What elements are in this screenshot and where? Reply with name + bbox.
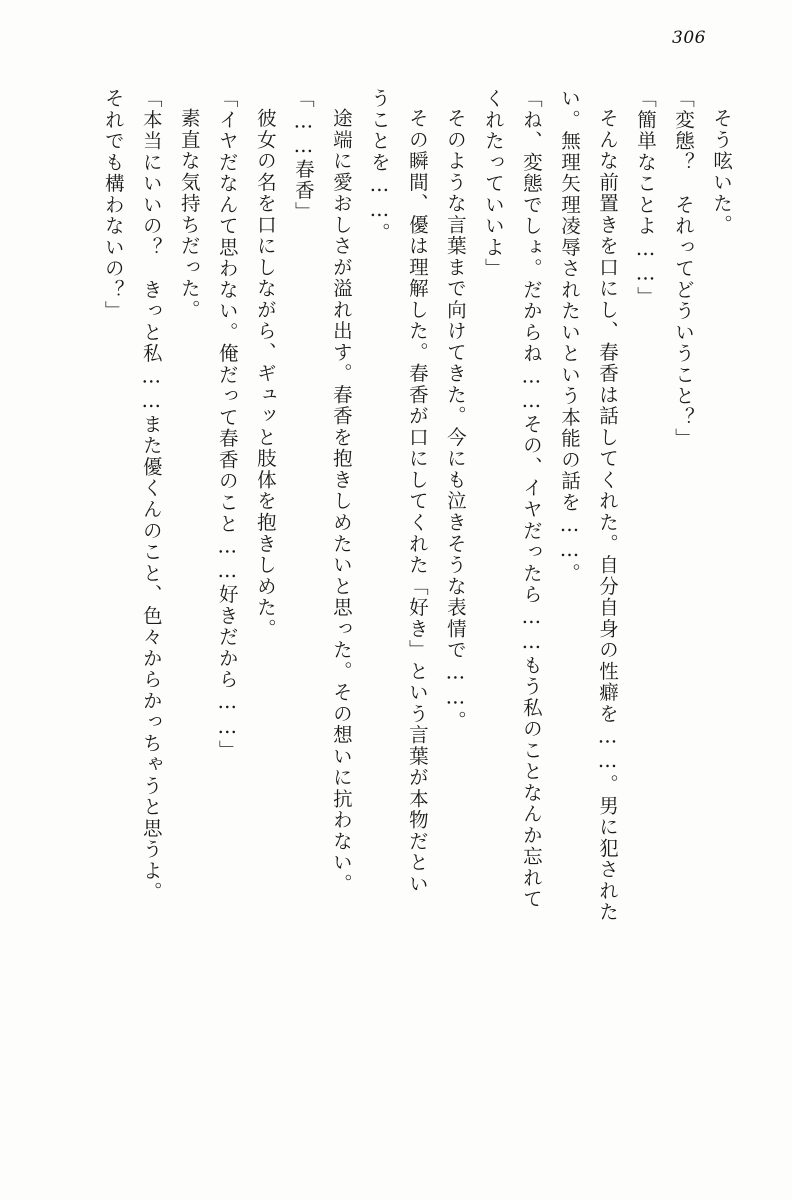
paragraph: 「変態？ それってどういうこと？」 [671, 88, 695, 450]
paragraph: そう呟いた。 [710, 107, 733, 236]
paragraph: くれたっていいよ」 [481, 88, 505, 280]
paragraph: そのような言葉まで向けてきた。今にも泣きそうな表情で……。 [443, 107, 467, 731]
paragraph: 「イヤだなんて思わない。俺だって春香のこと……好きだから……」 [215, 88, 239, 761]
paragraph: 「ね、変態でしょ。だからね……その、イヤだったら……もう私のことなんか忘れて [519, 88, 543, 910]
paragraph: そんな前置きを口にし、春香は話してくれた。自分自身の性癖を……。男に犯された [595, 107, 619, 923]
paragraph: 「……春香」 [291, 88, 315, 223]
paragraph: うことを……。 [367, 88, 391, 244]
paragraph: 「簡単なことよ……」 [633, 88, 657, 308]
paragraph: 「本当にいいの？ きっと私……また優くんのこと、色々からかっちゃうと思うよ。 [139, 88, 163, 903]
paragraph: 彼女の名を口にしながら、ギュッと肢体を抱きしめた。 [253, 107, 277, 639]
paragraph: その瞬間、優は理解した。春香が口にしてくれた「好き」という言葉が本物だとい [405, 107, 429, 894]
paragraph: い。無理矢理凌辱されたいという本能の話を……。 [557, 88, 581, 584]
paragraph: 途端に愛おしさが溢れ出す。春香を抱きしめたいと思った。その想いに抗わない。 [329, 107, 353, 894]
paragraph: 素直な気持ちだった。 [177, 107, 201, 321]
page-number: 306 [672, 28, 706, 48]
paragraph: それでも構わないの？」 [101, 88, 125, 322]
page-text-body [48, 88, 740, 1148]
